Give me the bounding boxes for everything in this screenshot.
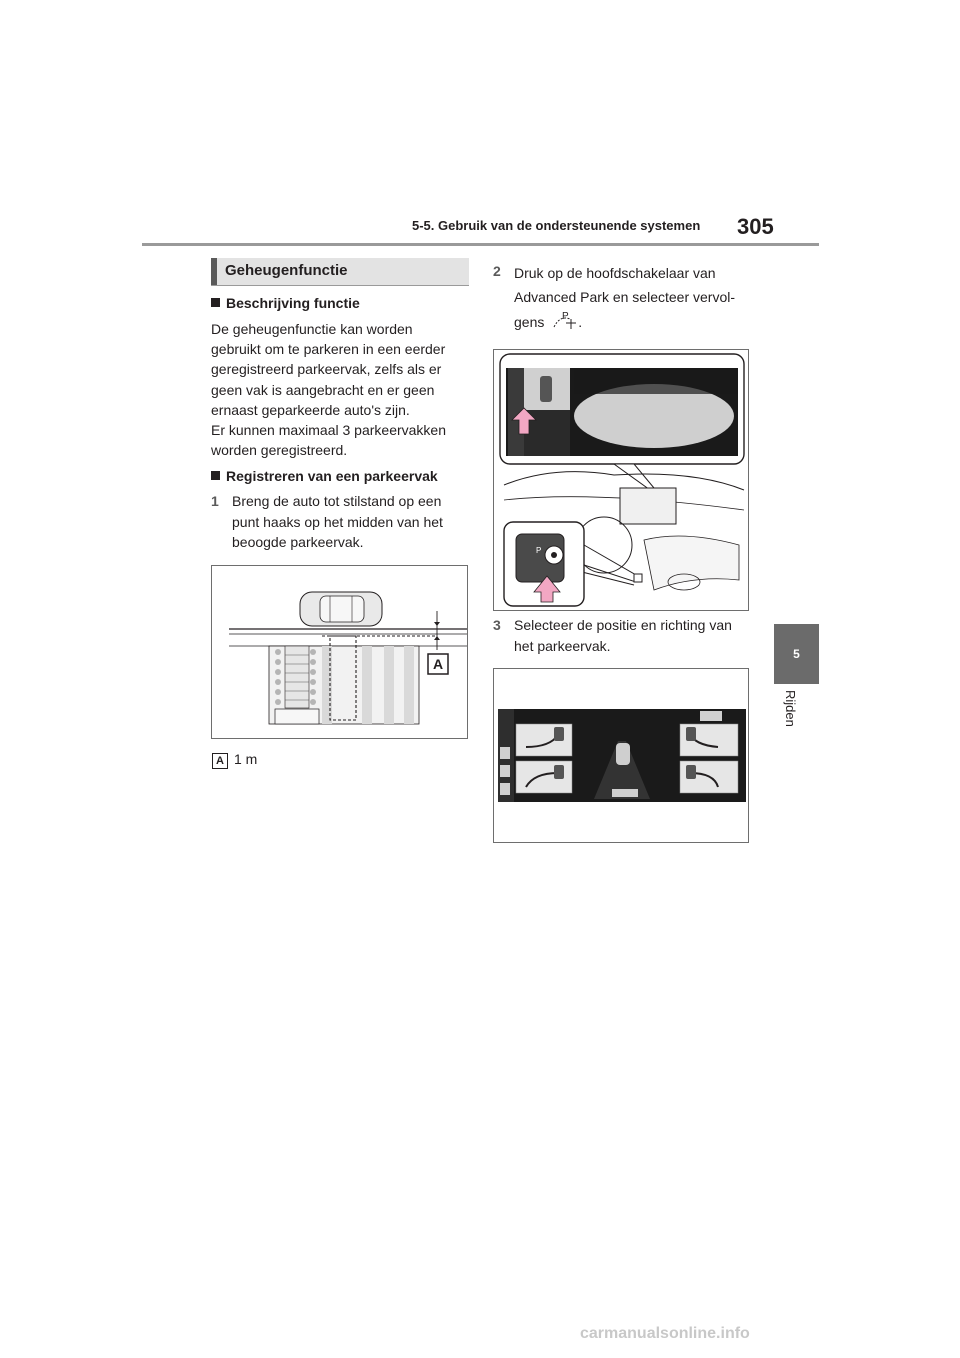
- car-icon: [540, 376, 552, 402]
- step-line: Breng de auto tot stilstand op een: [232, 493, 442, 509]
- step-2: [493, 261, 763, 335]
- svg-text:P: P: [536, 546, 542, 555]
- step-line: Advanced Park en selecteer vervol-: [514, 289, 735, 305]
- section-heading: [211, 258, 469, 286]
- chapter-label: Rijden: [783, 690, 798, 727]
- selection-screen: [494, 669, 749, 843]
- chapter-number: 5: [793, 647, 800, 661]
- subheading-description: Beschrijving functie: [211, 295, 360, 311]
- running-header: 5-5. Gebruik van de ondersteunende systemen: [412, 218, 701, 233]
- car-icon: [616, 743, 630, 765]
- memory-park-icon: [552, 309, 578, 331]
- para-line: geregistreerd parkeervak, zelfs als er: [211, 361, 442, 378]
- callout-label: A: [432, 656, 444, 672]
- step-1: [211, 491, 471, 553]
- car-top-view-icon: [300, 592, 382, 626]
- svg-text:P: P: [562, 311, 569, 322]
- brick-wall: [285, 646, 309, 708]
- description-paragraph: [211, 319, 471, 460]
- step-line: Selecteer de positie en richting van: [514, 617, 732, 633]
- dashboard-figure: [493, 349, 749, 611]
- para-line: worden geregistreerd.: [211, 442, 348, 459]
- step-number: 3: [493, 617, 501, 633]
- para-line: gebruikt om te parkeren in een eerder: [211, 341, 446, 358]
- page-number: 305: [737, 214, 774, 239]
- step-line: punt haaks op het midden van het: [232, 513, 443, 530]
- square-bullet-icon: [211, 298, 220, 307]
- parking-selection-figure: [493, 668, 749, 843]
- para-line: Er kunnen maximaal 3 parkeervakken: [211, 422, 447, 439]
- step-number: 1: [211, 493, 219, 509]
- para-line: De geheugenfunctie kan worden: [211, 321, 413, 337]
- legend-key: A: [212, 753, 228, 769]
- para-line: geen vak is aangebracht en er geen: [211, 381, 435, 398]
- chapter-tab: [774, 624, 819, 684]
- figure-legend: [212, 751, 257, 769]
- section-heading-text: Geheugenfunctie: [225, 262, 348, 279]
- parking-diagram-figure: [211, 565, 468, 739]
- watermark: carmanualsonline.info: [580, 1325, 750, 1342]
- para-line: ernaast geparkeerde auto's zijn.: [211, 401, 410, 418]
- step-line: Druk op de hoofdschakelaar van: [514, 265, 716, 281]
- header-rule: [142, 243, 819, 246]
- subheading-register: Registreren van een parkeervak: [211, 468, 438, 484]
- parking-diagram: [212, 566, 468, 739]
- square-bullet-icon: [211, 471, 220, 480]
- heading-bar: [211, 258, 217, 285]
- step-line-with-icon: gens P .: [514, 311, 583, 330]
- dashboard-illustration: [494, 350, 749, 611]
- step-number: 2: [493, 263, 501, 279]
- step-line: het parkeervak.: [514, 637, 611, 654]
- legend-text: 1 m: [234, 751, 258, 767]
- step-line: beoogde parkeervak.: [232, 534, 364, 550]
- step-3: [493, 615, 763, 659]
